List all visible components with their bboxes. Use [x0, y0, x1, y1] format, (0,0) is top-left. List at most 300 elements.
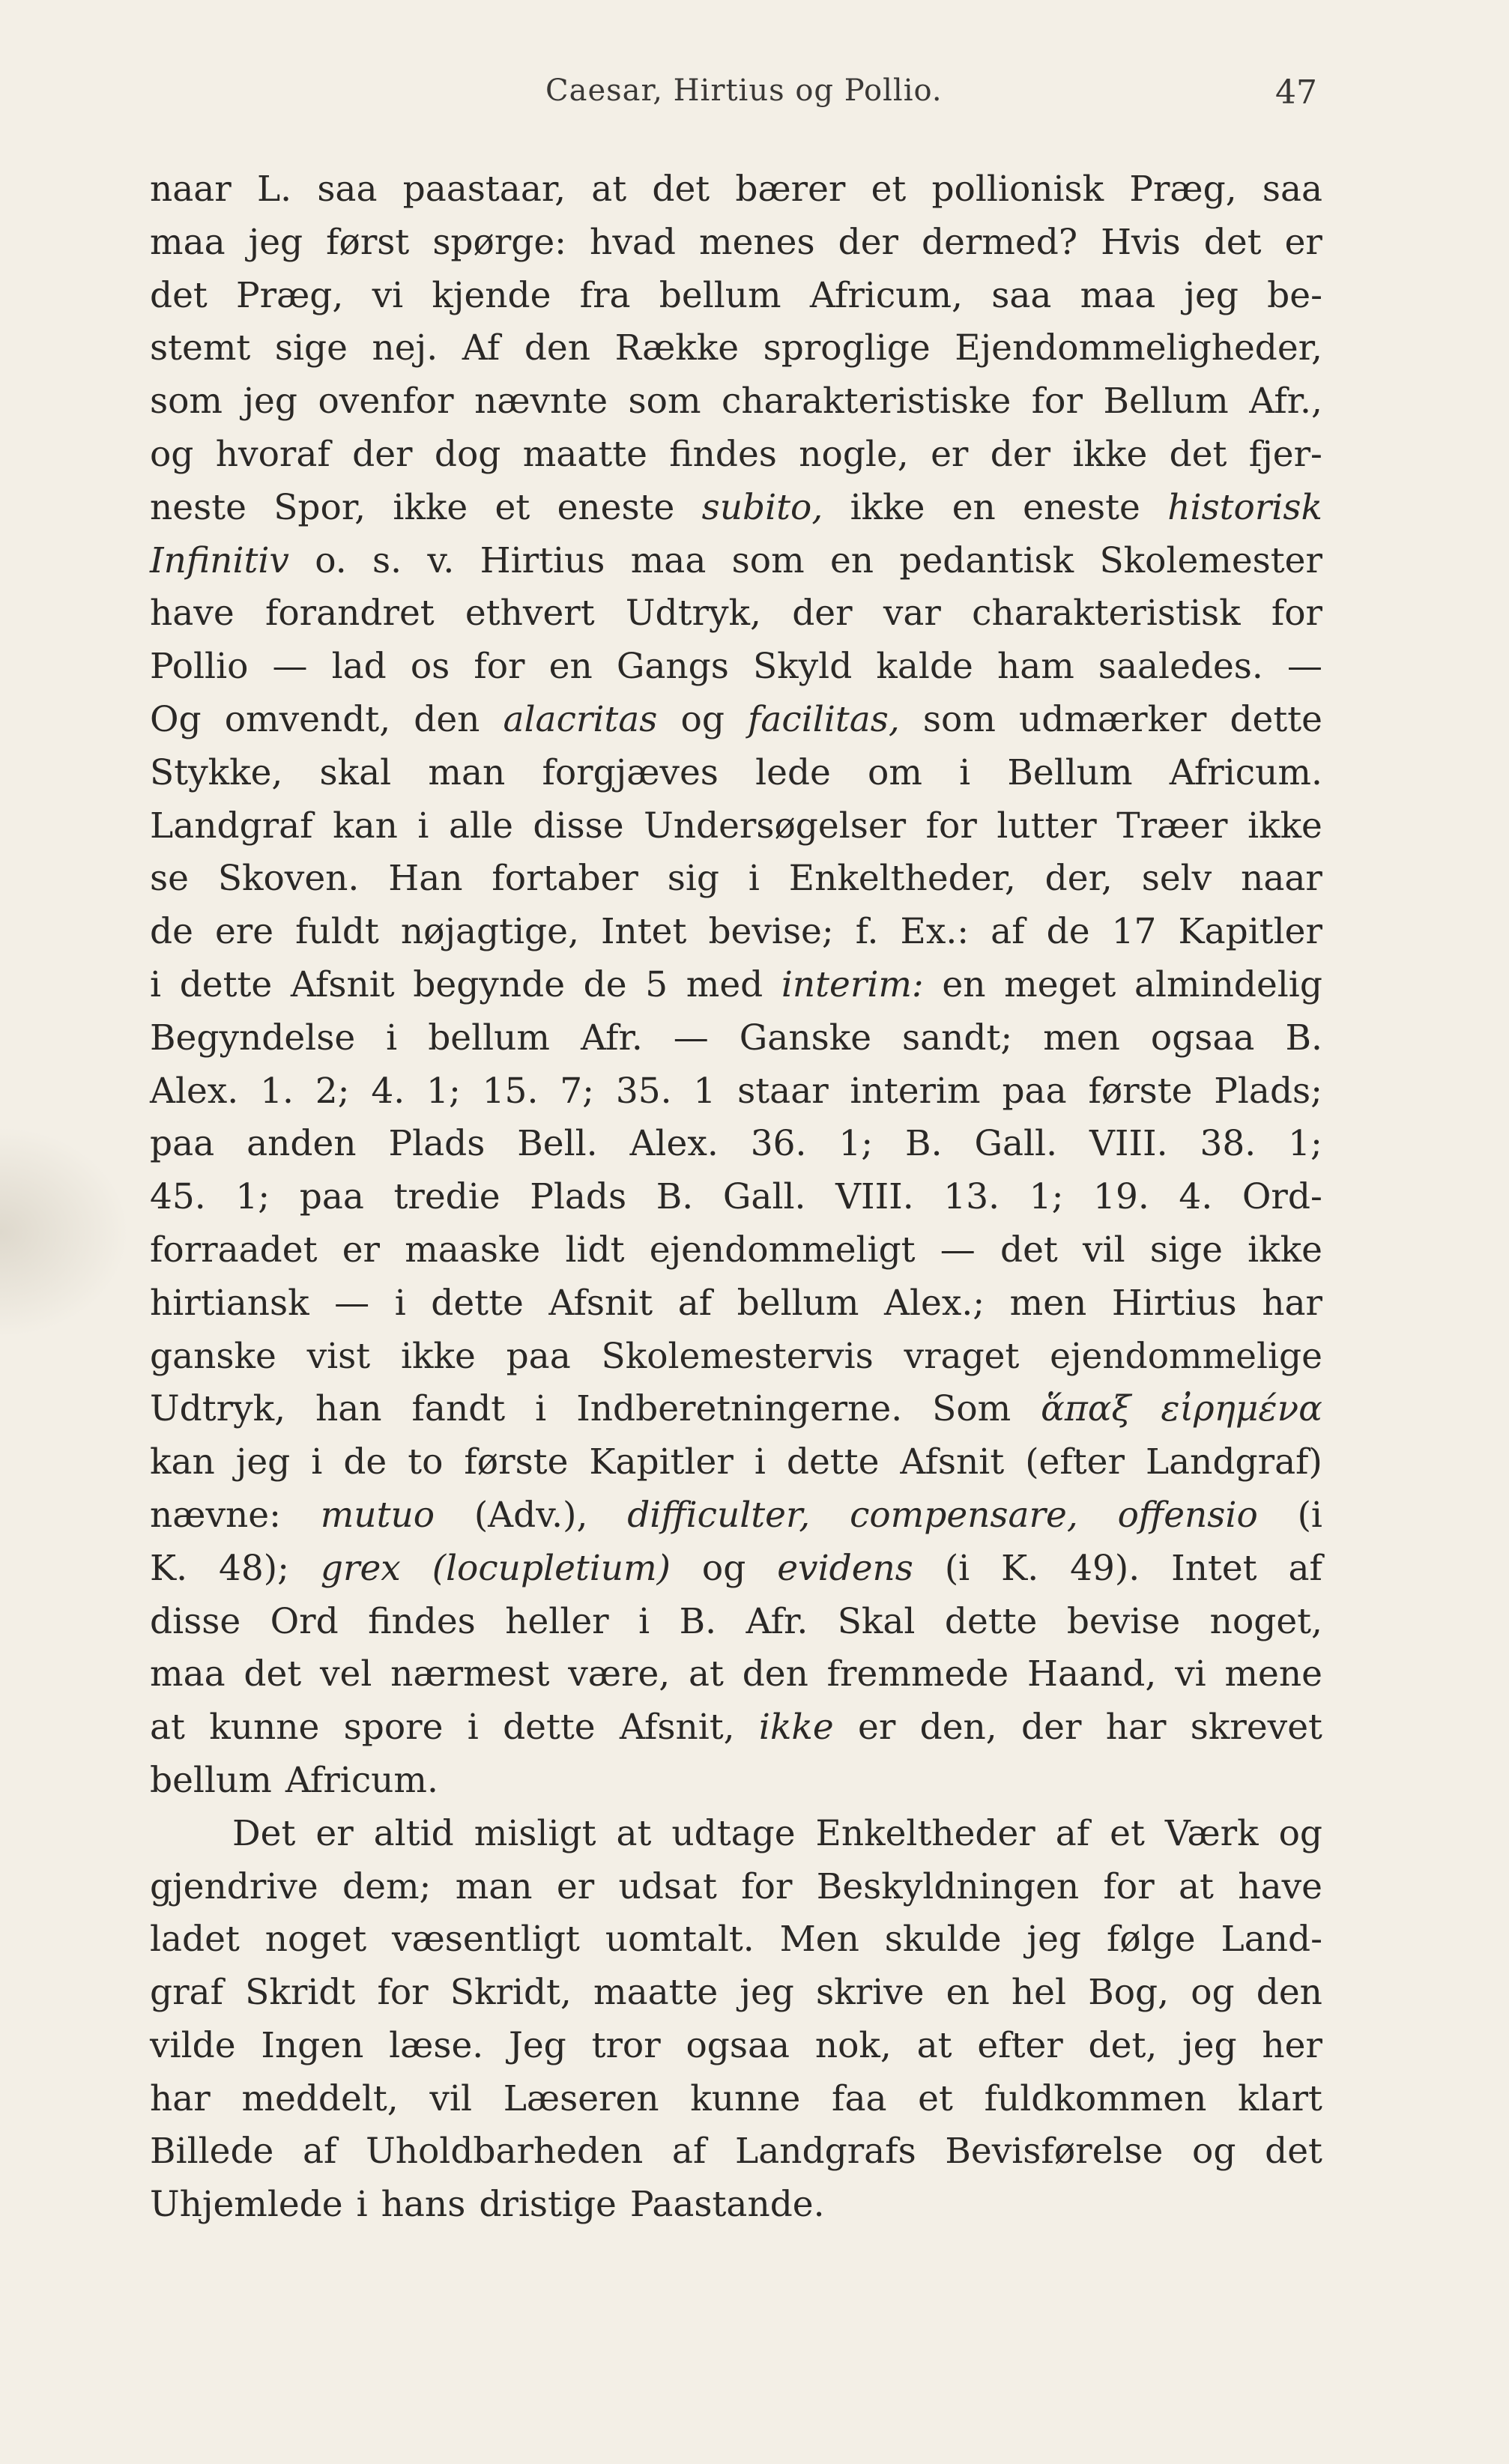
word: fuldt	[295, 911, 379, 953]
word: bellum	[659, 274, 781, 316]
word: Uholdbarheden	[366, 2131, 644, 2173]
word: Udtryk,	[150, 1388, 286, 1430]
word: Indberetningerne.	[576, 1388, 903, 1430]
word: 1;	[838, 1123, 874, 1165]
word: jeg	[740, 1972, 794, 2014]
text-line	[150, 535, 1322, 588]
word: nogle,	[799, 433, 909, 475]
word: VIII.	[835, 1176, 914, 1218]
word: 1	[693, 1070, 716, 1112]
word: K.	[1001, 1547, 1039, 1589]
text-line	[150, 1808, 1322, 1861]
word: jeg	[1184, 274, 1239, 316]
word: skrive	[816, 1972, 925, 2014]
word: i	[748, 858, 760, 900]
italic-word: ikke	[758, 1707, 834, 1749]
word: være,	[568, 1653, 671, 1695]
text-line	[150, 1861, 1322, 1914]
word: Gangs	[616, 646, 729, 688]
word: fandt	[411, 1388, 506, 1430]
word: paa	[299, 1176, 364, 1218]
word: for	[1271, 593, 1322, 635]
word: som	[150, 381, 223, 423]
word: —	[334, 1282, 370, 1324]
word: det	[150, 274, 208, 316]
word: Land-	[1221, 1919, 1322, 1961]
word: der	[990, 433, 1051, 475]
text-line	[150, 2125, 1322, 2179]
word: saa	[317, 169, 378, 210]
word: Hirtius	[480, 539, 605, 581]
text-line	[150, 1596, 1322, 1649]
word: som	[922, 698, 996, 740]
word: Paastande.	[629, 2184, 825, 2226]
word: hvad	[590, 221, 676, 263]
word: Afsnit	[290, 963, 395, 1005]
word: Række	[614, 327, 740, 369]
word: —	[1286, 646, 1322, 688]
word: Af	[462, 327, 501, 369]
word: vil	[429, 2077, 472, 2119]
word: 38.	[1200, 1123, 1257, 1165]
word: skal	[319, 751, 392, 793]
word: saa	[1262, 169, 1322, 210]
word: paa	[1002, 1070, 1067, 1112]
word: forgjæves	[542, 751, 719, 793]
word: Alex.	[150, 1070, 239, 1112]
word: skrevet	[1190, 1707, 1322, 1749]
word: findes	[368, 1600, 476, 1642]
word: den	[524, 327, 591, 369]
word: Læseren	[503, 2077, 659, 2119]
word: et	[495, 486, 530, 528]
word: 1;	[426, 1070, 461, 1112]
word: i	[535, 1388, 547, 1430]
word: Afsnit	[548, 1282, 653, 1324]
word: Skolemestervis	[601, 1335, 874, 1377]
word: her	[1262, 2024, 1322, 2066]
text-line	[150, 1489, 1322, 1543]
word: (Adv.),	[474, 1494, 588, 1536]
word: Bellum	[1007, 751, 1133, 793]
word: maaske	[405, 1229, 541, 1271]
word: Ganske	[739, 1017, 872, 1059]
word: og	[1192, 2131, 1236, 2173]
word: s.	[372, 539, 402, 581]
word: Haand,	[1026, 1653, 1157, 1695]
word: i	[356, 2184, 368, 2226]
word: ladet	[150, 1919, 240, 1961]
text-line	[150, 322, 1322, 375]
word: sige	[274, 327, 348, 369]
word: 36.	[750, 1123, 807, 1165]
word: interim	[850, 1070, 981, 1112]
word: dog	[434, 433, 501, 475]
word: i	[959, 751, 971, 793]
text-line	[150, 1224, 1322, 1277]
word: de	[1046, 911, 1090, 953]
word: dette	[944, 1600, 1038, 1642]
word: 17	[1111, 911, 1157, 953]
word: jeg	[243, 381, 297, 423]
text-line	[150, 163, 1322, 217]
word: forraadet	[150, 1229, 318, 1271]
word: —	[272, 646, 308, 688]
word: disse	[150, 1600, 241, 1642]
word: at	[150, 1707, 185, 1749]
word: Enkeltheder,	[788, 858, 1016, 900]
word: sandt;	[902, 1017, 1013, 1059]
word: dem;	[342, 1865, 432, 1907]
word: for	[1031, 381, 1083, 423]
word: ogsaa	[686, 2024, 790, 2066]
word: misligt	[474, 1812, 596, 1854]
word: nej.	[372, 327, 438, 369]
text-line	[150, 270, 1322, 323]
word: den,	[919, 1707, 997, 1749]
word: nærmest	[390, 1653, 550, 1695]
word: Han	[388, 858, 463, 900]
word: bellum	[428, 1017, 550, 1059]
word: var	[883, 593, 941, 635]
word: i	[386, 1017, 398, 1059]
word: Skolemester	[1099, 539, 1322, 581]
italic-word: ἅπαξ	[1041, 1388, 1131, 1430]
word: det,	[1088, 2024, 1158, 2066]
word: man	[428, 751, 506, 793]
word: Kapitler	[589, 1441, 734, 1483]
word: og	[680, 698, 725, 740]
word: Værk	[1164, 1812, 1259, 1854]
word: man	[455, 1865, 533, 1907]
word: noget	[264, 1919, 367, 1961]
word: maatte	[593, 1972, 719, 2014]
word: og	[1191, 1972, 1235, 2014]
word: af	[303, 2131, 337, 2173]
word: spore	[343, 1707, 444, 1749]
word: for	[377, 1972, 429, 2014]
word: dristige	[479, 2184, 617, 2226]
word: v.	[427, 539, 455, 581]
word: det	[1265, 2131, 1322, 2173]
word: er	[556, 1865, 595, 1907]
word: Bellum	[1103, 381, 1229, 423]
word: lad	[331, 646, 387, 688]
word: dette	[431, 1282, 524, 1324]
word: vilde	[150, 2024, 236, 2066]
word: Plads	[530, 1176, 627, 1218]
running-head	[0, 73, 1509, 126]
word: K.	[150, 1547, 188, 1589]
word: ejendommeligt	[649, 1229, 916, 1271]
text-line	[150, 906, 1322, 959]
word: B.	[905, 1123, 943, 1165]
word: dette	[179, 963, 273, 1005]
word: ogsaa	[1150, 1017, 1255, 1059]
word: ejendommelige	[1050, 1335, 1322, 1377]
word: men	[1009, 1282, 1087, 1324]
word: charakteristisk	[972, 593, 1241, 635]
italic-word: offensio	[1117, 1494, 1258, 1536]
word: paa	[506, 1335, 571, 1377]
word: Billede	[150, 2131, 274, 2173]
word: naar	[1241, 858, 1322, 900]
word: de	[583, 963, 627, 1005]
italic-word: compensare,	[850, 1494, 1078, 1536]
word: Skyld	[752, 646, 853, 688]
word: væsentligt	[392, 1919, 580, 1961]
word: Kapitler	[1178, 911, 1322, 953]
word: Africum.	[285, 1759, 438, 1801]
word: vel	[319, 1653, 372, 1695]
word: første	[464, 1441, 569, 1483]
word: 48);	[218, 1547, 289, 1589]
word: de	[150, 911, 193, 953]
word: 49).	[1070, 1547, 1140, 1589]
word: graf	[150, 1972, 223, 2014]
word: Skoven.	[217, 858, 360, 900]
word: en	[942, 963, 986, 1005]
text-line	[150, 1065, 1322, 1119]
word: der,	[1044, 858, 1113, 900]
word: Ord	[270, 1600, 339, 1642]
word: ham	[997, 646, 1074, 688]
italic-word: grex	[320, 1547, 401, 1589]
page-number: 47	[1275, 73, 1317, 112]
word: spørge:	[432, 221, 567, 263]
text-line	[150, 1701, 1322, 1755]
italic-word: evidens	[777, 1547, 913, 1589]
word: Bog,	[1088, 1972, 1170, 2014]
word: eneste	[557, 486, 675, 528]
word: Undersøgelser	[644, 805, 907, 847]
word: eneste	[1023, 486, 1140, 528]
word: Men	[779, 1919, 859, 1961]
word: vi	[372, 274, 404, 316]
word: staar	[737, 1070, 829, 1112]
word: Som	[932, 1388, 1011, 1430]
word: Skridt	[245, 1972, 356, 2014]
word: charakteristiske	[722, 381, 1011, 423]
word: at	[1179, 1865, 1214, 1907]
word: Bevisførelse	[945, 2131, 1164, 2173]
word: et	[918, 2077, 953, 2119]
word: paastaar,	[402, 169, 566, 210]
word: for	[741, 1865, 793, 1907]
word: har	[1262, 1282, 1322, 1324]
word: meddelt,	[241, 2077, 399, 2119]
text-line	[150, 1118, 1322, 1171]
word: Landgrafs	[735, 2131, 916, 2173]
word: vraget	[904, 1335, 1020, 1377]
text-line	[150, 1755, 1322, 1808]
word: først	[326, 221, 410, 263]
word: at	[591, 169, 627, 210]
word: tredie	[393, 1176, 501, 1218]
word: hans	[381, 2184, 466, 2226]
word: 1;	[235, 1176, 270, 1218]
word: menes	[699, 221, 815, 263]
word: den	[1256, 1972, 1322, 2014]
word: Præg,	[236, 274, 344, 316]
word: faa	[832, 2077, 887, 2119]
text-line	[150, 959, 1322, 1012]
running-title: Caesar, Hirtius og Pollio.	[545, 73, 943, 108]
word: B.	[1285, 1017, 1322, 1059]
word: bellum	[737, 1282, 859, 1324]
word: for	[474, 646, 525, 688]
word: af	[1055, 1812, 1090, 1854]
italic-word: mutuo	[320, 1494, 435, 1536]
text-line	[150, 2179, 1322, 2232]
word: fuldkommen	[984, 2077, 1207, 2119]
text-line	[150, 217, 1322, 270]
word: hel	[1011, 1972, 1067, 2014]
word: stemt	[150, 327, 251, 369]
text-line	[150, 641, 1322, 694]
word: efter	[977, 2024, 1063, 2066]
word: lidt	[565, 1229, 625, 1271]
word: første	[1088, 1070, 1193, 1112]
word: 4.	[1179, 1176, 1213, 1218]
word: i	[467, 1707, 479, 1749]
word: udtage	[671, 1812, 796, 1854]
word: kjende	[432, 274, 551, 316]
word: vi	[1175, 1653, 1206, 1695]
italic-word: difficulter,	[627, 1494, 811, 1536]
word: tror	[591, 2024, 661, 2066]
word: o.	[315, 539, 347, 581]
word: neste	[150, 486, 247, 528]
word: ikke	[1248, 1229, 1322, 1271]
word: begynde	[413, 963, 566, 1005]
word: uomtalt.	[605, 1919, 754, 1961]
word: i	[311, 1441, 323, 1483]
word: Begyndelse	[150, 1017, 356, 1059]
word: —	[940, 1229, 976, 1271]
word: af	[1288, 1547, 1322, 1589]
word: har	[1105, 1707, 1167, 1749]
word: kunne	[690, 2077, 801, 2119]
word: pedantisk	[899, 539, 1074, 581]
word: bellum	[150, 1759, 272, 1801]
word: jeg	[1182, 2024, 1237, 2066]
word: for	[925, 805, 977, 847]
word: nok,	[814, 2024, 892, 2066]
text-line	[150, 1331, 1322, 1384]
word: Landgraf)	[1145, 1441, 1322, 1483]
word: kan	[150, 1441, 215, 1483]
text-line	[150, 1383, 1322, 1436]
italic-word: interim:	[781, 963, 924, 1005]
word: ikke	[1072, 433, 1148, 475]
word: maa	[1080, 274, 1156, 316]
word: Og	[150, 698, 202, 740]
text-line	[150, 694, 1322, 747]
word: den	[414, 698, 480, 740]
word: Uhjemlede	[150, 2184, 343, 2226]
word: Alex.;	[884, 1282, 985, 1324]
word: det	[1203, 221, 1262, 263]
text-line	[150, 2073, 1322, 2126]
word: pollionisk	[931, 169, 1104, 210]
word: Gall.	[722, 1176, 806, 1218]
word: Plads;	[1214, 1070, 1322, 1112]
word: 1.	[260, 1070, 294, 1112]
word: ikke	[400, 1335, 476, 1377]
text-line	[150, 800, 1322, 853]
word: vist	[306, 1335, 371, 1377]
word: 15.	[482, 1070, 539, 1112]
word: i	[638, 1600, 650, 1642]
word: for	[1103, 1865, 1155, 1907]
word: af	[677, 1282, 713, 1324]
word: Hvis	[1101, 221, 1181, 263]
word: omvendt,	[224, 698, 391, 740]
word: Stykke,	[150, 751, 283, 793]
word: skulde	[884, 1919, 1002, 1961]
word: forandret	[264, 593, 435, 635]
word: maa	[150, 1653, 226, 1695]
word: Afr.	[581, 1017, 643, 1059]
word: —	[673, 1017, 709, 1059]
word: 1;	[1288, 1123, 1322, 1165]
word: lede	[755, 751, 831, 793]
word: med	[686, 963, 763, 1005]
word: Skridt,	[450, 1972, 572, 2014]
word: Intet	[1171, 1547, 1257, 1589]
word: 7;	[560, 1070, 594, 1112]
word: ikke	[393, 486, 468, 528]
word: Præg,	[1129, 169, 1237, 210]
word: Bell.	[517, 1123, 598, 1165]
word: som	[628, 381, 701, 423]
word: Intet	[600, 911, 687, 953]
word: følge	[1106, 1919, 1196, 1961]
word: almindelig	[1134, 963, 1322, 1005]
word: Afsnit,	[619, 1707, 735, 1749]
word: 35.	[615, 1070, 672, 1112]
italic-word: εἰρημένα	[1161, 1388, 1322, 1430]
word: nøjagtige,	[400, 911, 579, 953]
word: f.	[855, 911, 879, 953]
word: to	[408, 1441, 444, 1483]
word: som	[731, 539, 805, 581]
word: er	[315, 1812, 354, 1854]
word: klart	[1238, 2077, 1322, 2119]
word: læse.	[389, 2024, 484, 2066]
word: noget,	[1209, 1600, 1322, 1642]
word: det	[652, 169, 710, 210]
word: os	[410, 646, 450, 688]
word: ganske	[150, 1335, 276, 1377]
word: og	[150, 433, 194, 475]
word: det	[244, 1653, 302, 1695]
word: 13.	[943, 1176, 1000, 1218]
word: af	[671, 2131, 707, 2173]
word: B.	[656, 1176, 694, 1218]
word: Ingen	[261, 2024, 364, 2066]
word: Udtryk,	[625, 593, 761, 635]
word: B.	[679, 1600, 717, 1642]
word: jeg	[235, 1441, 291, 1483]
word: Alex.	[629, 1123, 719, 1165]
word: findes	[669, 433, 777, 475]
word: fra	[579, 274, 631, 316]
word: have	[1238, 1865, 1322, 1907]
word: at	[616, 1812, 652, 1854]
text-line	[150, 1012, 1322, 1065]
